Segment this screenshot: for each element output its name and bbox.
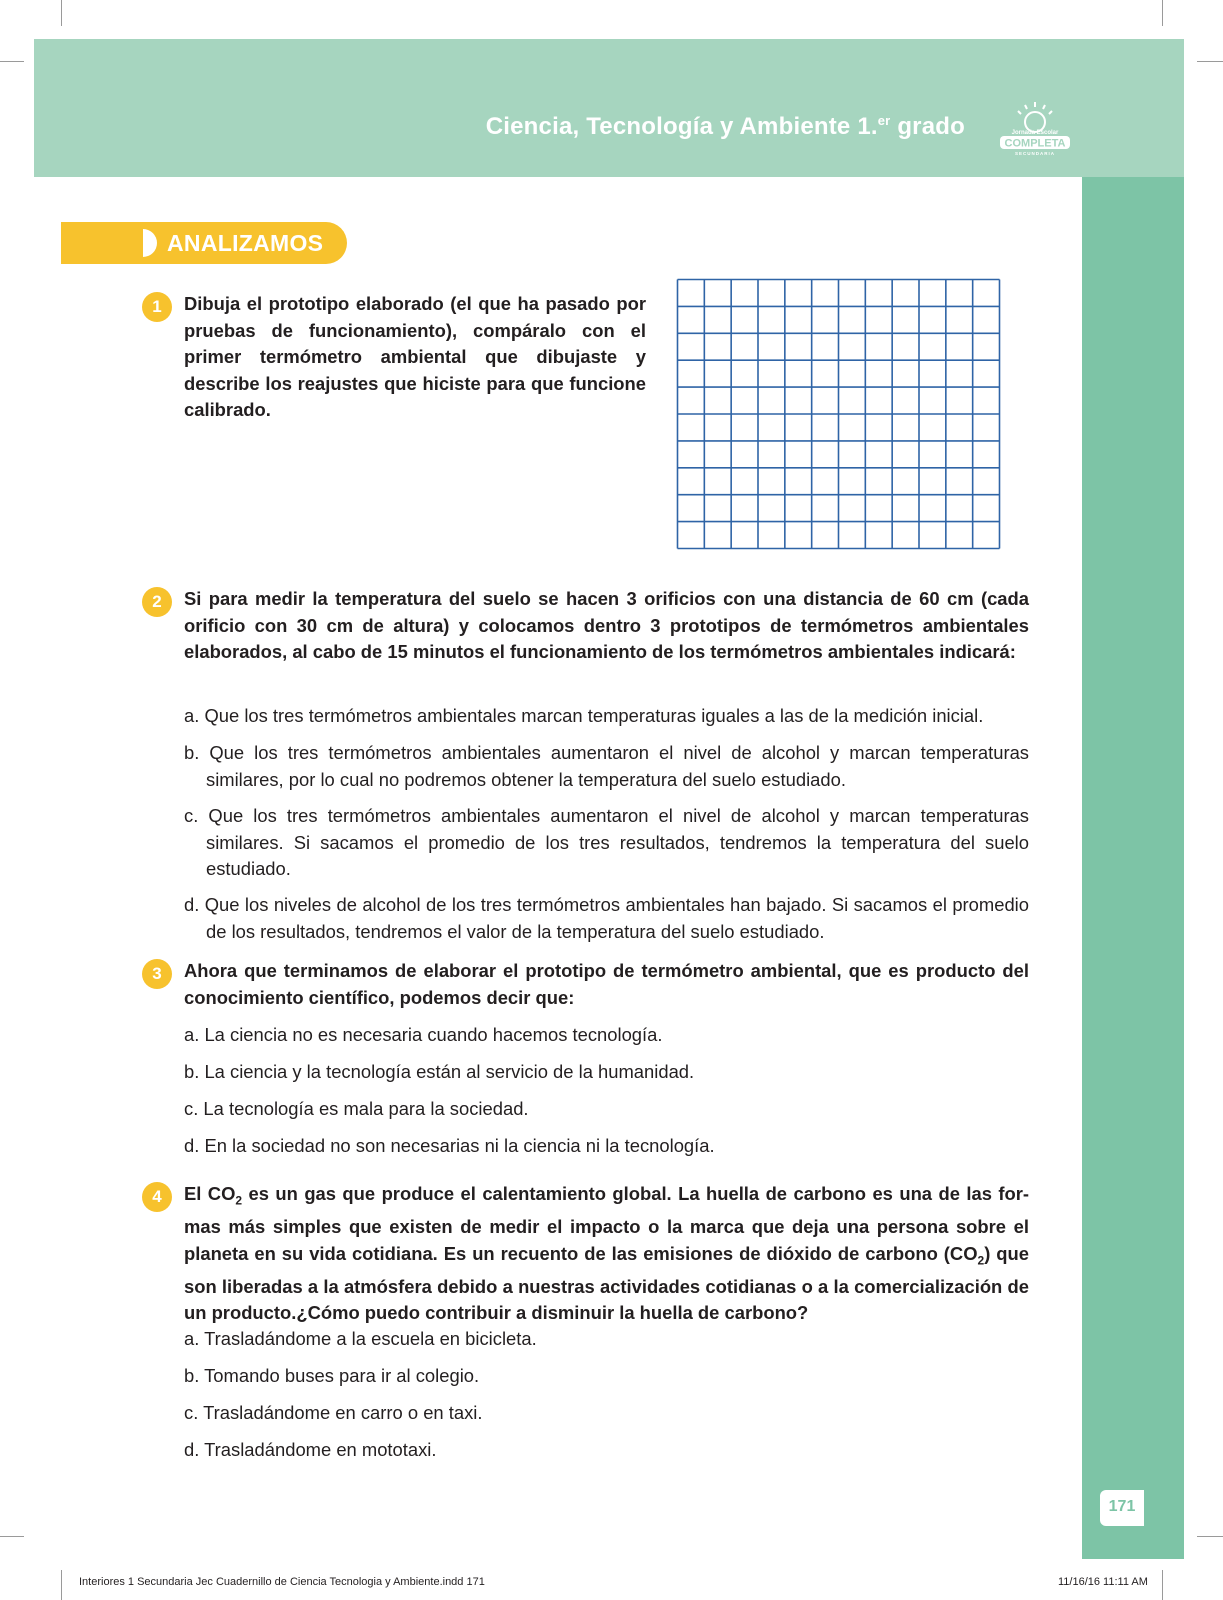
- question-3-option-c: c. La tecnología es mala para la sociedad.: [184, 1098, 529, 1119]
- question-number-badge: 1: [142, 292, 172, 322]
- side-band: [1082, 177, 1184, 1559]
- question-2-option-b: b. Que los tres termómetros ambientales aumentaron el nivel de alcohol y marcan temperaturas similares, por lo cual no podremos obtener la temperatura del suelo estudiado.: [184, 742, 1029, 790]
- question-3-option-b: b. La ciencia y la tecnología están al servicio de la humanidad.: [184, 1061, 695, 1082]
- drawing-grid[interactable]: [676, 278, 1001, 550]
- footer-file-name: Interiores 1 Secundaria Jec Cuadernillo de Ciencia Tecnologia y Ambiente.indd 171: [79, 1576, 485, 1588]
- question-2-option-c: c. Que los tres termómetros ambientales aumentaron el nivel de alcohol y marcan temperaturas similares. Si sacamos el promedio de los tres resultados, tendremos la temperatura del suelo estudiado.: [184, 805, 1029, 879]
- question-number-badge: 3: [142, 959, 172, 989]
- question-4-option-b: b. Tomando buses para ir al colegio.: [184, 1365, 480, 1386]
- page-header-title: Ciencia, Tecnología y Ambiente 1.$^{er}$ grado: [485, 113, 965, 140]
- crop-mark: [0, 1536, 24, 1537]
- question-2-option-a: a. Que los tres termómetros ambientales marcan temperaturas iguales a las de la medición inicial.: [184, 705, 984, 726]
- crop-mark: [61, 0, 62, 26]
- svg-text:SECUNDARIA: SECUNDARIA: [1014, 151, 1056, 156]
- question-2-option-d: d. Que los niveles de alcohol de los tres termómetros ambientales han bajado. Si sacamos el promedio de los resultados, tendremos el valor de la temperatura del suelo estudiado.: [184, 894, 1029, 942]
- question-3-text: Ahora que terminamos de elaborar el prototipo de termómetro ambiental, que es producto del conocimiento científico, podemos decir que:: [184, 960, 1029, 1008]
- svg-text:COMPLETA: COMPLETA: [1004, 137, 1066, 150]
- question-2-text: Si para medir la temperatura del suelo se hacen 3 orificios con una distancia de 60 cm (cada orificio con 30 cm de altura) y colocamos dentro 3 prototipos de termómetros ambientales elaborados, al cabo de 15 minutos el funcionamiento de los termómetros ambientales indicará:: [184, 588, 1029, 662]
- question-4-text: El $CO_2$ es un gas que produce el calentamiento global. La huella de carbono es una de las formas más simples que existen de medir el impacto o la marca que deja una persona sobre el planeta en su vida cotidiana. Es un recuento de las emisiones de dióxido de carbono $(CO_2)$ que son liberadas a la atmósfera debido a nuestras actividades cotidianas o a la comercialización de un producto.¿Cómo puedo contribuir a disminuir la huella de carbono?: [184, 1183, 1029, 1324]
- question-1-text: Dibuja el prototipo elaborado (el que ha pasado por pruebas de funcionamiento), compáralo con el primer termómetro ambiental que dibujaste y describe los reajustes que hiciste para que funcione calibrado.: [184, 293, 646, 420]
- footer-date: 11/16/16 11:11 AM: [1058, 1576, 1148, 1588]
- question-4-option-d: d. Trasladándome en mototaxi.: [184, 1439, 437, 1460]
- crop-mark: [1197, 61, 1223, 62]
- page-number: 171: [1108, 1498, 1136, 1515]
- section-title: ANALIZAMOS: [167, 230, 324, 256]
- question-3-option-d: d. En la sociedad no son necesarias ni la ciencia ni la tecnología.: [184, 1135, 715, 1156]
- question-number-badge: 2: [142, 587, 172, 617]
- jornada-escolar-logo: [994, 100, 1076, 158]
- crop-mark: [1162, 0, 1163, 26]
- crop-mark: [1197, 1536, 1223, 1537]
- question-4-option-a: a. Trasladándome a la escuela en bicicleta.: [184, 1328, 537, 1349]
- question-number-badge: 4: [142, 1182, 172, 1212]
- question-3-option-a: a. La ciencia no es necesaria cuando hacemos tecnología.: [184, 1024, 663, 1045]
- svg-text:Jornada Escolar: Jornada Escolar: [1011, 130, 1059, 136]
- crop-mark: [61, 1570, 62, 1600]
- crop-mark: [0, 61, 24, 62]
- question-4-option-c: c. Trasladándome en carro o en taxi.: [184, 1402, 483, 1423]
- crop-mark: [1162, 1570, 1163, 1600]
